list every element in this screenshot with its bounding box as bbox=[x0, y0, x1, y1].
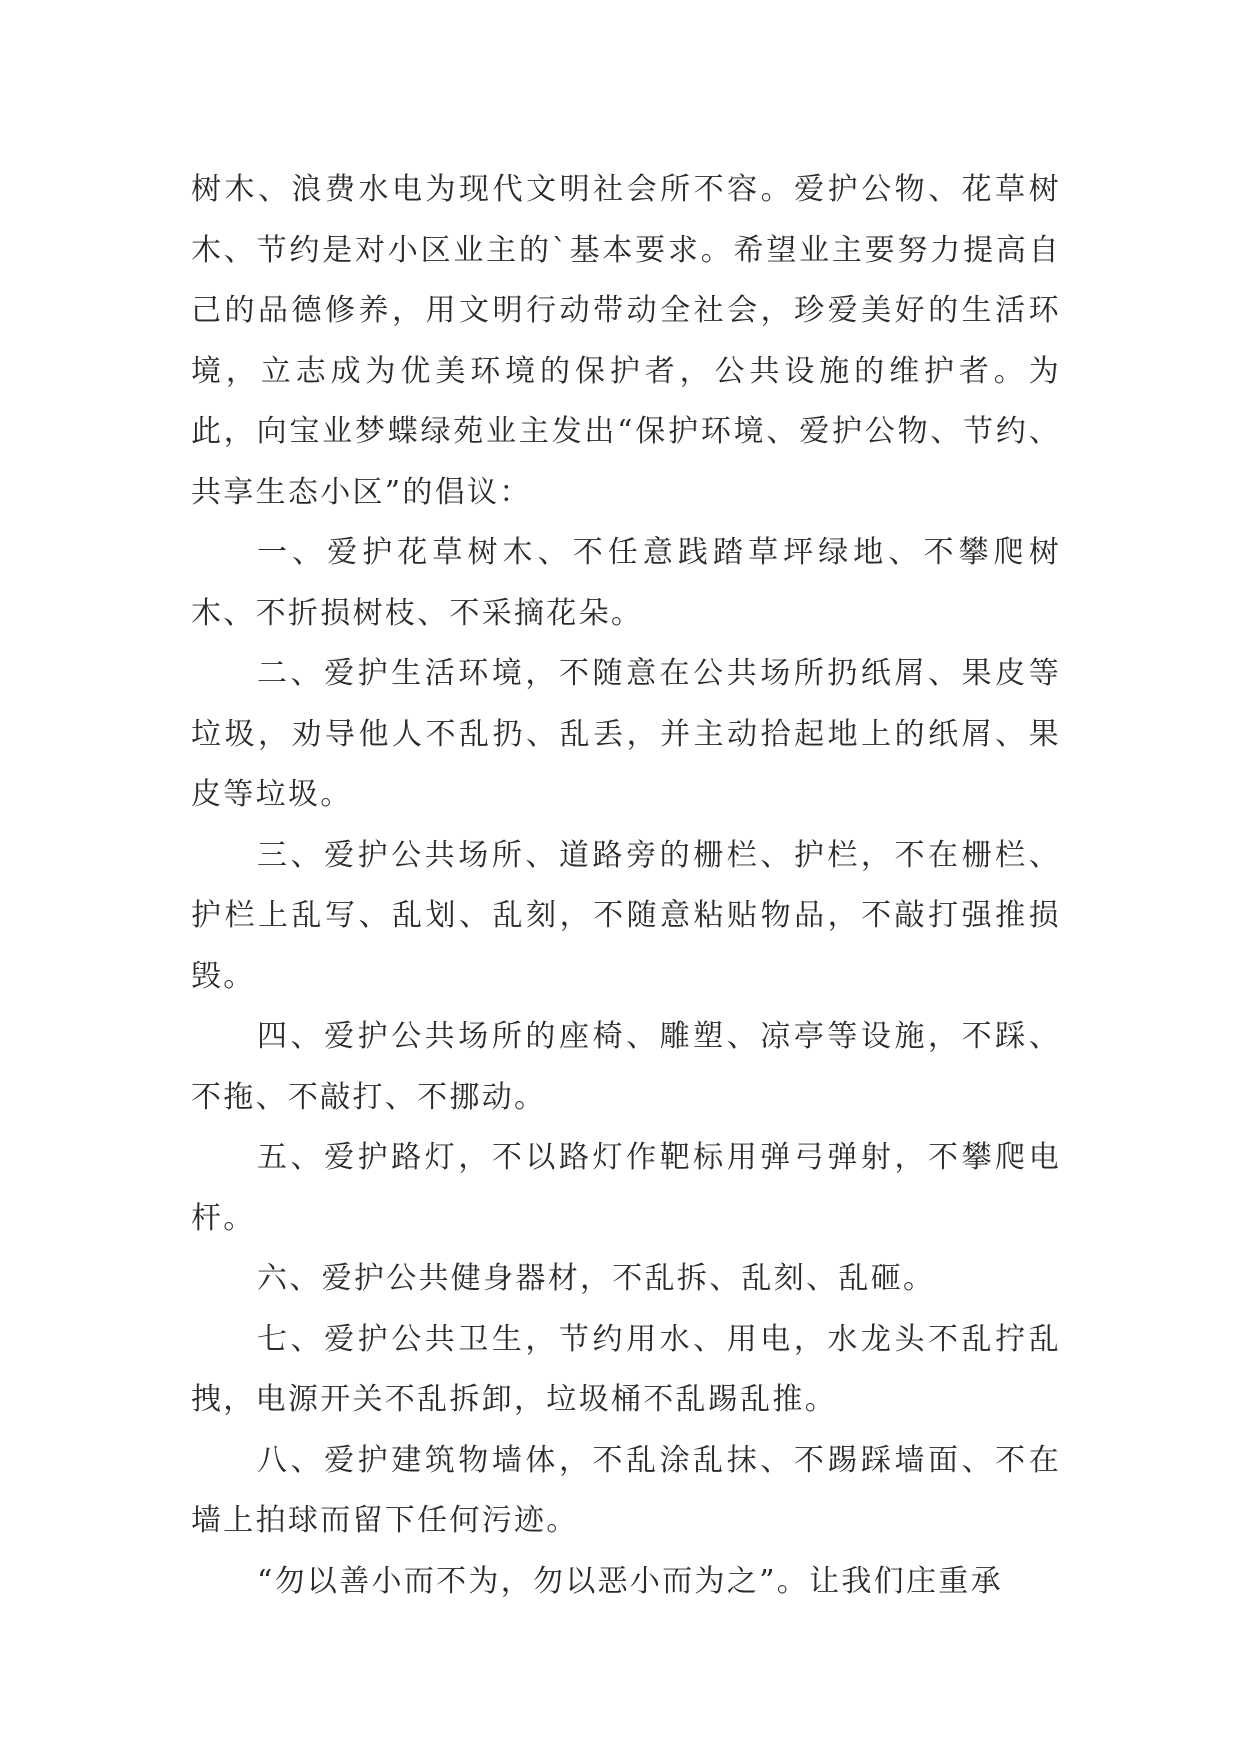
paragraph-item-8: 八、爱护建筑物墙体，不乱涂乱抹、不踢踩墙面、不在墙上拍球而留下任何污迹。 bbox=[191, 1442, 1061, 1538]
paragraph-closing: “勿以善小而不为，勿以恶小而为之”。让我们庄重承 bbox=[257, 1563, 1003, 1599]
paragraph-item-2: 二、爱护生活环境，不随意在公共场所扔纸屑、果皮等垃圾，劝导他人不乱扔、乱丢，并主动拾起地上的纸屑、果皮等垃圾。 bbox=[191, 656, 1061, 812]
paragraph-item-5: 五、爱护路灯，不以路灯作靶标用弹弓弹射，不攀爬电杆。 bbox=[191, 1140, 1061, 1236]
paragraph-item-6: 六、爱护公共健身器材，不乱拆、乱刻、乱砸。 bbox=[257, 1261, 936, 1296]
paragraph-intro: 树木、浪费水电为现代文明社会所不容。爱护公物、花草树木、节约是对小区业主的`基本要求。希望业主要努力提高自己的品德修养，用文明行动带动全社会，珍爱美好的生活环境，立志成为优美环境的保护者，公共设施的维护者。为此，向宝业梦蝶绿苑业主发出“保护环境、爱护公物、节约、共享生态小区”的倡议： bbox=[191, 172, 1061, 510]
paragraph-item-4: 四、爱护公共场所的座椅、雕塑、凉亭等设施，不踩、不拖、不敲打、不挪动。 bbox=[191, 1019, 1061, 1115]
paragraph-item-1: 一、爱护花草树木、不任意践踏草坪绿地、不攀爬树木、不折损树枝、不采摘花朵。 bbox=[191, 535, 1061, 631]
document-body bbox=[191, 160, 1061, 1612]
paragraph-item-3: 三、爱护公共场所、道路旁的栅栏、护栏，不在栅栏、护栏上乱写、乱划、乱刻，不随意粘贴物品，不敲打强推损毁。 bbox=[191, 837, 1061, 994]
paragraph-item-7: 七、爱护公共卫生，节约用水、用电，水龙头不乱拧乱拽，电源开关不乱拆卸，垃圾桶不乱踢乱推。 bbox=[191, 1321, 1061, 1417]
